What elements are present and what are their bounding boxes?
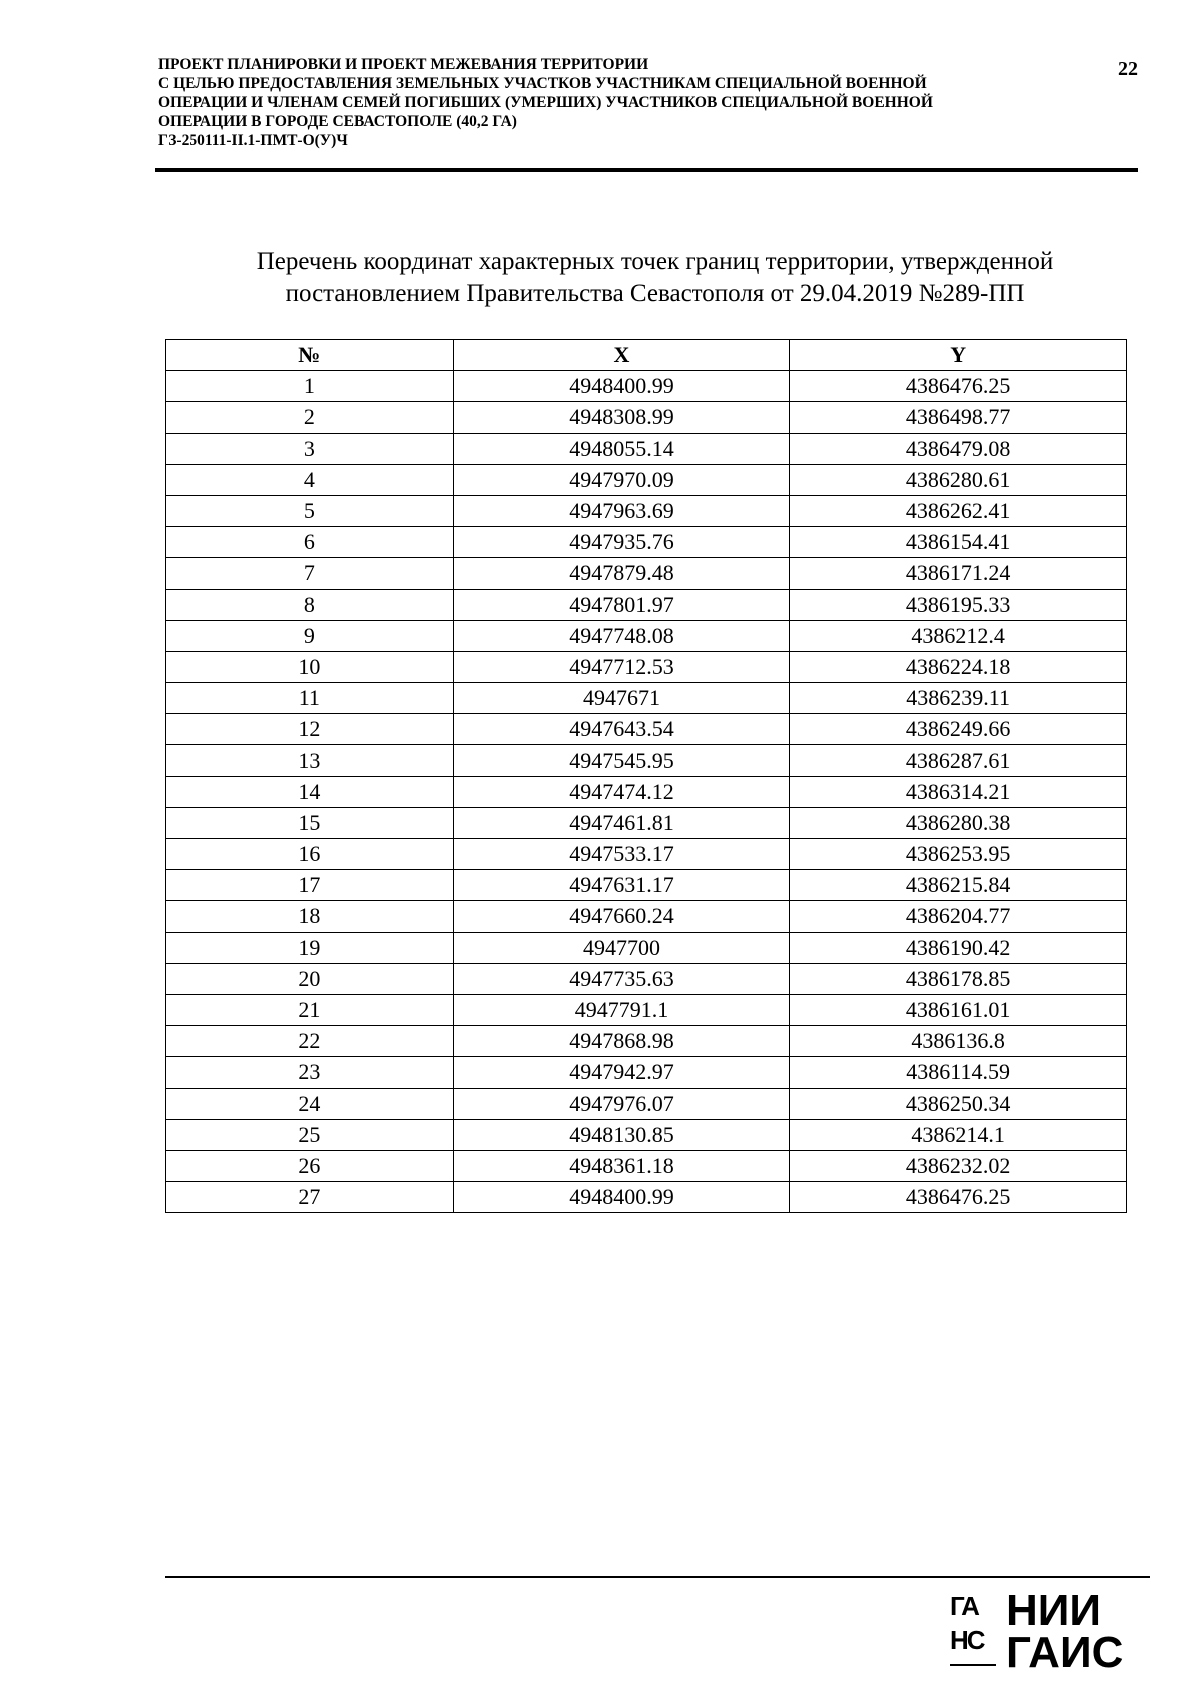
y-coordinate-cell: 4386280.61 [790, 464, 1127, 495]
point-number-cell: 10 [166, 651, 454, 682]
x-coordinate-cell: 4948055.14 [453, 433, 790, 464]
table-row [166, 963, 1127, 994]
table-row [166, 714, 1127, 745]
x-coordinate-cell: 4947533.17 [453, 839, 790, 870]
table-row [166, 464, 1127, 495]
point-number-cell: 16 [166, 839, 454, 870]
point-number-cell: 9 [166, 620, 454, 651]
logo-text-line: ГАИС [1006, 1628, 1124, 1677]
document-code: ГЗ-250111-II.1-ПМТ-О(У)Ч [158, 132, 348, 149]
logo-mark-bottom: НС [950, 1625, 984, 1655]
x-coordinate-cell: 4947976.07 [453, 1088, 790, 1119]
header-line: С ЦЕЛЬЮ ПРЕДОСТАВЛЕНИЯ ЗЕМЕЛЬНЫХ УЧАСТКОВ УЧАСТНИКАМ СПЕЦИАЛЬНОЙ ВОЕННОЙ [158, 75, 927, 92]
y-coordinate-cell: 4386154.41 [790, 527, 1127, 558]
header-divider [155, 168, 1138, 172]
logo-mark-icon [950, 1590, 1000, 1676]
point-number-cell: 20 [166, 963, 454, 994]
y-coordinate-cell: 4386114.59 [790, 1057, 1127, 1088]
table-row [166, 839, 1127, 870]
table-row [166, 1119, 1127, 1150]
x-coordinate-cell: 4948400.99 [453, 371, 790, 402]
y-coordinate-cell: 4386249.66 [790, 714, 1127, 745]
table-row [166, 1026, 1127, 1057]
x-coordinate-cell: 4947935.76 [453, 527, 790, 558]
x-coordinate-cell: 4947735.63 [453, 963, 790, 994]
x-coordinate-cell: 4948308.99 [453, 402, 790, 433]
x-coordinate-cell: 4947868.98 [453, 1026, 790, 1057]
table-title-line: постановлением Правительства Севастополя от 29.04.2019 №289-ПП [285, 280, 1025, 307]
y-coordinate-cell: 4386287.61 [790, 745, 1127, 776]
y-coordinate-cell: 4386204.77 [790, 901, 1127, 932]
table-row [166, 433, 1127, 464]
table-row [166, 1182, 1127, 1213]
y-coordinate-cell: 4386498.77 [790, 402, 1127, 433]
y-coordinate-cell: 4386239.11 [790, 683, 1127, 714]
point-number-cell: 1 [166, 371, 454, 402]
table-row [166, 1150, 1127, 1181]
table-row [166, 651, 1127, 682]
point-number-cell: 26 [166, 1150, 454, 1181]
y-coordinate-cell: 4386161.01 [790, 994, 1127, 1025]
x-coordinate-cell: 4948361.18 [453, 1150, 790, 1181]
coordinates-table [165, 339, 1127, 1213]
logo-text [1006, 1586, 1124, 1677]
x-coordinate-cell: 4947791.1 [453, 994, 790, 1025]
y-coordinate-cell: 4386476.25 [790, 371, 1127, 402]
point-number-cell: 24 [166, 1088, 454, 1119]
y-coordinate-cell: 4386232.02 [790, 1150, 1127, 1181]
column-header-number: № [166, 340, 454, 371]
point-number-cell: 7 [166, 558, 454, 589]
y-coordinate-cell: 4386476.25 [790, 1182, 1127, 1213]
table-row [166, 870, 1127, 901]
x-coordinate-cell: 4948400.99 [453, 1182, 790, 1213]
table-row [166, 527, 1127, 558]
table-row [166, 994, 1127, 1025]
table-row [166, 620, 1127, 651]
table-row [166, 776, 1127, 807]
y-coordinate-cell: 4386314.21 [790, 776, 1127, 807]
y-coordinate-cell: 4386215.84 [790, 870, 1127, 901]
point-number-cell: 15 [166, 807, 454, 838]
point-number-cell: 12 [166, 714, 454, 745]
y-coordinate-cell: 4386280.38 [790, 807, 1127, 838]
x-coordinate-cell: 4947474.12 [453, 776, 790, 807]
point-number-cell: 14 [166, 776, 454, 807]
table-row [166, 901, 1127, 932]
point-number-cell: 5 [166, 495, 454, 526]
logo-text-line: НИИ [1006, 1586, 1102, 1635]
x-coordinate-cell: 4947748.08 [453, 620, 790, 651]
point-number-cell: 2 [166, 402, 454, 433]
table-row [166, 1057, 1127, 1088]
x-coordinate-cell: 4947712.53 [453, 651, 790, 682]
logo-mark-top: ГА [950, 1591, 978, 1621]
table-row [166, 745, 1127, 776]
point-number-cell: 25 [166, 1119, 454, 1150]
point-number-cell: 27 [166, 1182, 454, 1213]
document-header [158, 55, 1088, 150]
table-title-line: Перечень координат характерных точек границ территории, утвержденной [256, 248, 1054, 275]
table-row [166, 589, 1127, 620]
table-header-row [166, 340, 1127, 371]
table-row [166, 683, 1127, 714]
footer-divider [165, 1576, 1150, 1578]
table-row [166, 1088, 1127, 1119]
x-coordinate-cell: 4947700 [453, 932, 790, 963]
table-row [166, 558, 1127, 589]
header-line: ПРОЕКТ ПЛАНИРОВКИ И ПРОЕКТ МЕЖЕВАНИЯ ТЕРРИТОРИИ [158, 56, 649, 73]
y-coordinate-cell: 4386136.8 [790, 1026, 1127, 1057]
y-coordinate-cell: 4386195.33 [790, 589, 1127, 620]
point-number-cell: 3 [166, 433, 454, 464]
column-header-x: X [453, 340, 790, 371]
point-number-cell: 21 [166, 994, 454, 1025]
header-line: ОПЕРАЦИИ В ГОРОДЕ СЕВАСТОПОЛЕ (40,2 ГА) [158, 113, 517, 130]
point-number-cell: 8 [166, 589, 454, 620]
point-number-cell: 4 [166, 464, 454, 495]
y-coordinate-cell: 4386253.95 [790, 839, 1127, 870]
point-number-cell: 17 [166, 870, 454, 901]
y-coordinate-cell: 4386178.85 [790, 963, 1127, 994]
x-coordinate-cell: 4947545.95 [453, 745, 790, 776]
y-coordinate-cell: 4386479.08 [790, 433, 1127, 464]
point-number-cell: 22 [166, 1026, 454, 1057]
x-coordinate-cell: 4947970.09 [453, 464, 790, 495]
point-number-cell: 18 [166, 901, 454, 932]
y-coordinate-cell: 4386250.34 [790, 1088, 1127, 1119]
x-coordinate-cell: 4947671 [453, 683, 790, 714]
header-line: ОПЕРАЦИИ И ЧЛЕНАМ СЕМЕЙ ПОГИБШИХ (УМЕРШИХ) УЧАСТНИКОВ СПЕЦИАЛЬНОЙ ВОЕННОЙ [158, 94, 933, 111]
x-coordinate-cell: 4947942.97 [453, 1057, 790, 1088]
y-coordinate-cell: 4386224.18 [790, 651, 1127, 682]
y-coordinate-cell: 4386190.42 [790, 932, 1127, 963]
x-coordinate-cell: 4947801.97 [453, 589, 790, 620]
x-coordinate-cell: 4947879.48 [453, 558, 790, 589]
x-coordinate-cell: 4947461.81 [453, 807, 790, 838]
page-number: 22 [1118, 58, 1138, 80]
table-row [166, 371, 1127, 402]
y-coordinate-cell: 4386212.4 [790, 620, 1127, 651]
logo-mark-underline [950, 1664, 996, 1666]
x-coordinate-cell: 4947643.54 [453, 714, 790, 745]
y-coordinate-cell: 4386262.41 [790, 495, 1127, 526]
x-coordinate-cell: 4948130.85 [453, 1119, 790, 1150]
table-row [166, 932, 1127, 963]
table-row [166, 495, 1127, 526]
nii-gais-logo [950, 1586, 1130, 1680]
table-row [166, 807, 1127, 838]
x-coordinate-cell: 4947631.17 [453, 870, 790, 901]
y-coordinate-cell: 4386214.1 [790, 1119, 1127, 1150]
table-row [166, 402, 1127, 433]
point-number-cell: 23 [166, 1057, 454, 1088]
point-number-cell: 11 [166, 683, 454, 714]
table-title [155, 246, 1155, 310]
y-coordinate-cell: 4386171.24 [790, 558, 1127, 589]
column-header-y: Y [790, 340, 1127, 371]
x-coordinate-cell: 4947963.69 [453, 495, 790, 526]
point-number-cell: 6 [166, 527, 454, 558]
point-number-cell: 19 [166, 932, 454, 963]
point-number-cell: 13 [166, 745, 454, 776]
x-coordinate-cell: 4947660.24 [453, 901, 790, 932]
coordinates-table-body [166, 371, 1127, 1213]
